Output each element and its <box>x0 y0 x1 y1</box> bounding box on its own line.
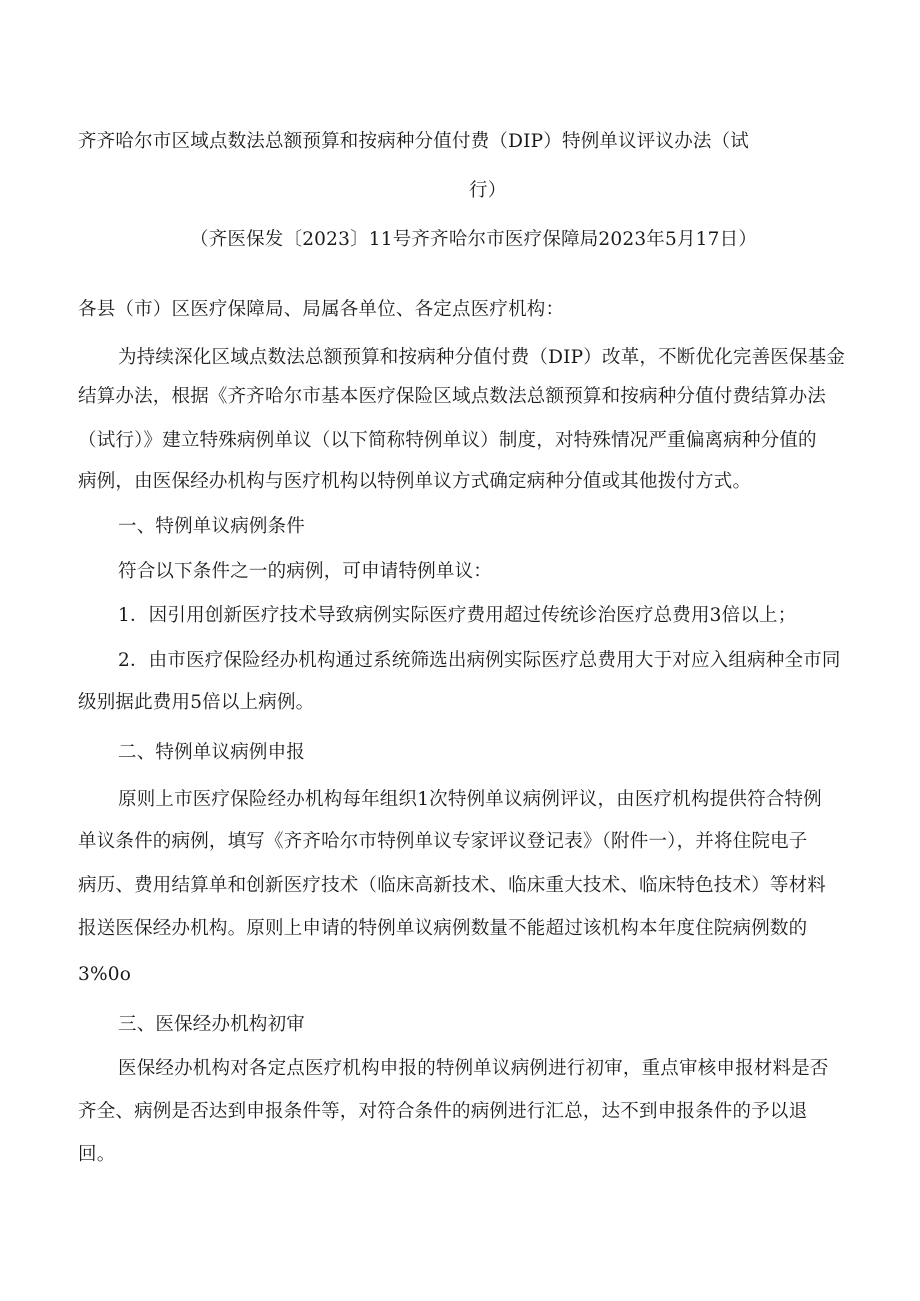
intro-line-1: 为持续深化区域点数法总额预算和按病种分值付费（DIP）改革，不断优化完善医保基金 <box>118 347 846 368</box>
intro-line-4: 病例，由医保经办机构与医疗机构以特例单议方式确定病种分值或其他拨付方式。 <box>78 471 752 492</box>
section2-heading: 二、特例单议病例申报 <box>118 742 306 763</box>
section1-item-1: 1．因引用创新医疗技术导致病例实际医疗费用超过传统诊治医疗总费用3倍以上； <box>118 605 797 626</box>
document-subtitle: （齐医保发〔2023〕11号齐齐哈尔市医疗保障局2023年5月17日） <box>190 229 758 250</box>
section1-item-2-line-2: 级别据此费用5倍以上病例。 <box>78 692 315 713</box>
section1-item-2-line-1: 2．由市医疗保险经办机构通过系统筛选出病例实际医疗总费用大于对应入组病种全市同 <box>118 650 841 671</box>
salutation: 各县（市）区医疗保障局、局属各单位、各定点医疗机构： <box>78 299 565 320</box>
intro-line-2: 结算办法，根据《齐齐哈尔市基本医疗保险区域点数法总额预算和按病种分值付费结算办法 <box>78 386 827 407</box>
title-line-2: 行） <box>469 180 507 201</box>
section3-line-2: 齐全、病例是否达到申报条件等，对符合条件的病例进行汇总，达不到申报条件的予以退 <box>78 1101 808 1122</box>
section3-line-1: 医保经办机构对各定点医疗机构申报的特例单议病例进行初审，重点审核申报材料是否 <box>118 1058 829 1079</box>
section2-line-2: 单议条件的病例，填写《齐齐哈尔市特例单议专家评议登记表》（附件一），并将住院电子 <box>78 831 808 852</box>
section2-line-3: 病历、费用结算单和创新医疗技术（临床高新技术、临床重大技术、临床特色技术）等材料 <box>78 875 827 896</box>
section2-line-5: 3%0o <box>78 964 132 985</box>
section1-heading: 一、特例单议病例条件 <box>118 516 306 537</box>
section3-line-3: 回。 <box>78 1144 116 1165</box>
intro-line-3: （试行）》建立特殊病例单议（以下简称特例单议）制度，对特殊情况严重偏离病种分值的 <box>78 430 817 451</box>
section2-line-1: 原则上市医疗保险经办机构每年组织1次特例单议病例评议，由医疗机构提供符合特例 <box>118 789 822 810</box>
section1-lead: 符合以下条件之一的病例，可申请特例单议： <box>118 561 493 582</box>
section3-heading: 三、医保经办机构初审 <box>118 1014 306 1035</box>
title-line-1: 齐齐哈尔市区域点数法总额预算和按病种分值付费（DIP）特例单议评议办法（试 <box>78 131 749 152</box>
section2-line-4: 报送医保经办机构。原则上申请的特例单议病例数量不能超过该机构本年度住院病例数的 <box>78 918 808 939</box>
